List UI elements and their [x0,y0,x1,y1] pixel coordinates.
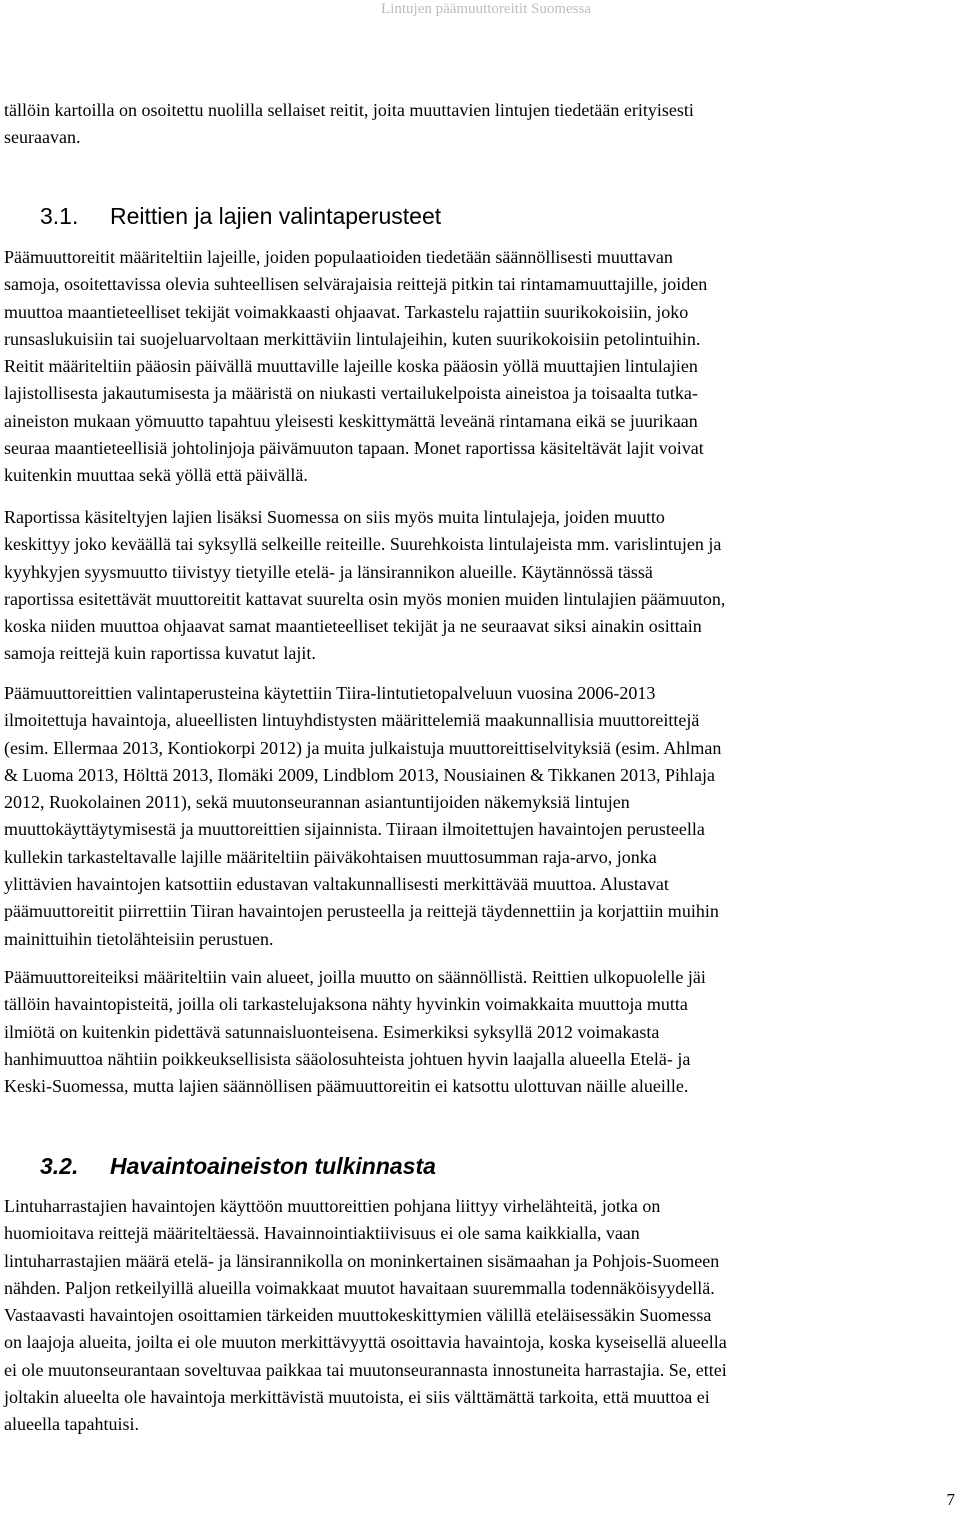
section-heading-3-2 [40,1152,436,1180]
section-title: Havaintoaineiston tulkinnasta [110,1153,436,1179]
paragraph-intro: tällöin kartoilla on osoitettu nuolilla sellaiset reitit, joita muuttavien lintujen tiedetään erityisesti seuraavan. [4,100,694,148]
paragraph-interpretation: Lintuharrastajien havaintojen käyttöön muuttoreittien pohjana liittyy virhelähteitä, jotka on huomioitava reittejä määriteltäessä. Havainnointiaktiivisuus ei ole sama kaikkialla, vaan lintuharrastajien määrä etelä- ja länsirannikolla on moninkertainen sisämaahan ja Pohjois-Suomeen nähden. Paljon retkeilyillä alueilla voimakkaat muutot havaitaan suuremmalla todennäköisyydellä. Vastaavasti havaintojen osoittamien tärkeiden muuttokeskittymien välillä eteläisessäkin Suomessa on laajoja alueita, joilta ei ole muuton merkittävyyttä osoittavia havaintoja, koska kyseisellä alueella ei ole muutonseurantaan soveltuvaa paikkaa tai muutonseurannasta innostuneita harrastajia. Se, ettei joltakin alueelta ole havaintoja merkittävistä muutoista, ei siis välttämättä tarkoita, että muuttoa ei alueella tapahtuisi. [4,1196,727,1435]
section-number: 3.1. [40,203,79,229]
paragraph-selection-criteria: Päämuuttoreitit määriteltiin lajeille, joiden populaatioiden tiedetään säännöllisesti muuttavan samoja, osoitettavissa olevia suhteellisen selvärajaisia reittejä pitkin tai rintamamuuttajille, joiden muuttoa maantieteelliset tekijät voimakkaasti ohjaavat. Tarkastelu rajattiin suurikokoisiin, joko runsaslukuisiin tai suojeluarvoltaan merkittäviin lintulajeihin, kuten suurikokoisiin petolintuihin. Reitit määriteltiin pääosin päivällä muuttaville lajeille koska pääosin yöllä muuttajien lintulajien lajistollisesta jakautumisesta ja määristä on niukasti vertailukelpoista aineistoa ja toisaalta tutka- aineiston mukaan yömuutto tapahtuu yleisesti keskittymättä leveänä rintamana eikä se juurikaan seuraa maantieteellisiä johtolinjoja päivämuuton tapaan. Monet raportissa käsiteltävät lajit voivat kuitenkin muuttaa sekä yöllä että päivällä. [4,247,708,486]
page-number: 7 [946,1490,955,1509]
paragraph-data-sources: Päämuuttoreittien valintaperusteina käytettiin Tiira-lintutietopalveluun vuosina 2006-2013 ilmoitettuja havaintoja, alueellisten lintuyhdistysten määrittelemiä maakunnallisia muuttoreittejä (esim. Ellermaa 2013, Kontiokorpi 2012) ja muita julkaistuja muuttoreittiselvityksiä (esim. Ahlman & Luoma 2013, Hölttä 2013, Ilomäki 2009, Lindblom 2013, Nousiainen & Tikkanen 2013, Pihlaja 2012, Ruokolainen 2011), sekä muutonseurannan asiantuntijoiden näkemyksiä lintujen muuttokäyttäytymisestä ja muuttoreittien sijainnista. Tiiraan ilmoitettujen havaintojen perusteella kullekin tarkasteltavalle lajille määriteltiin päiväkohtaisen muuttosumman raja-arvo, jonka ylittävien havaintojen katsottiin edustavan valtakunnallisesti merkittävää muuttoa. Alustavat päämuuttoreitit piirrettiin Tiiran havaintojen perusteella ja reittejä täydennettiin ja korjattiin muihin mainittuihin tietolähteisiin perustuen. [4,683,722,949]
running-header: Lintujen päämuuttoreitit Suomessa [381,1,591,17]
paragraph-regular-routes: Päämuuttoreiteiksi määriteltiin vain alueet, joilla muutto on säännöllistä. Reittien ulkopuolelle jäi tällöin havaintopisteitä, joilla oli tarkastelujaksona nähty hyvinkin voimakkaita muuttoja mutta ilmiötä on kuitenkin pidettävä satunnaisluonteisena. Esimerkiksi syksyllä 2012 voimakasta hanhimuuttoa nähtiin poikkeuksellisista sääolosuhteista johtuen hyvin laajalla alueella Etelä- ja Keski-Suomessa, mutta lajien säännöllisen päämuuttoreitin ei katsottu ulottuvan näille alueille. [4,967,706,1097]
section-heading-3-1 [40,202,441,230]
section-number: 3.2. [40,1153,79,1179]
paragraph-other-species: Raportissa käsiteltyjen lajien lisäksi Suomessa on siis myös muita lintulajeja, joiden muutto keskittyy joko keväällä tai syksyllä selkeille reiteille. Suurehkoista lintulajeista mm. varislintujen ja kyyhkyjen syysmuutto tiivistyy tietyille etelä- ja länsirannikon alueille. Käytännössä tässä raportissa esitettävät muuttoreitit kattavat suurelta osin myös monien muiden lintulajien päämuuton, koska niiden muuttoa ohjaavat samat maantieteelliset tekijät ja ne seuraavat siksi ainakin osittain samoja reittejä kuin raportissa kuvatut lajit. [4,507,726,664]
section-title: Reittien ja lajien valintaperusteet [110,203,442,229]
